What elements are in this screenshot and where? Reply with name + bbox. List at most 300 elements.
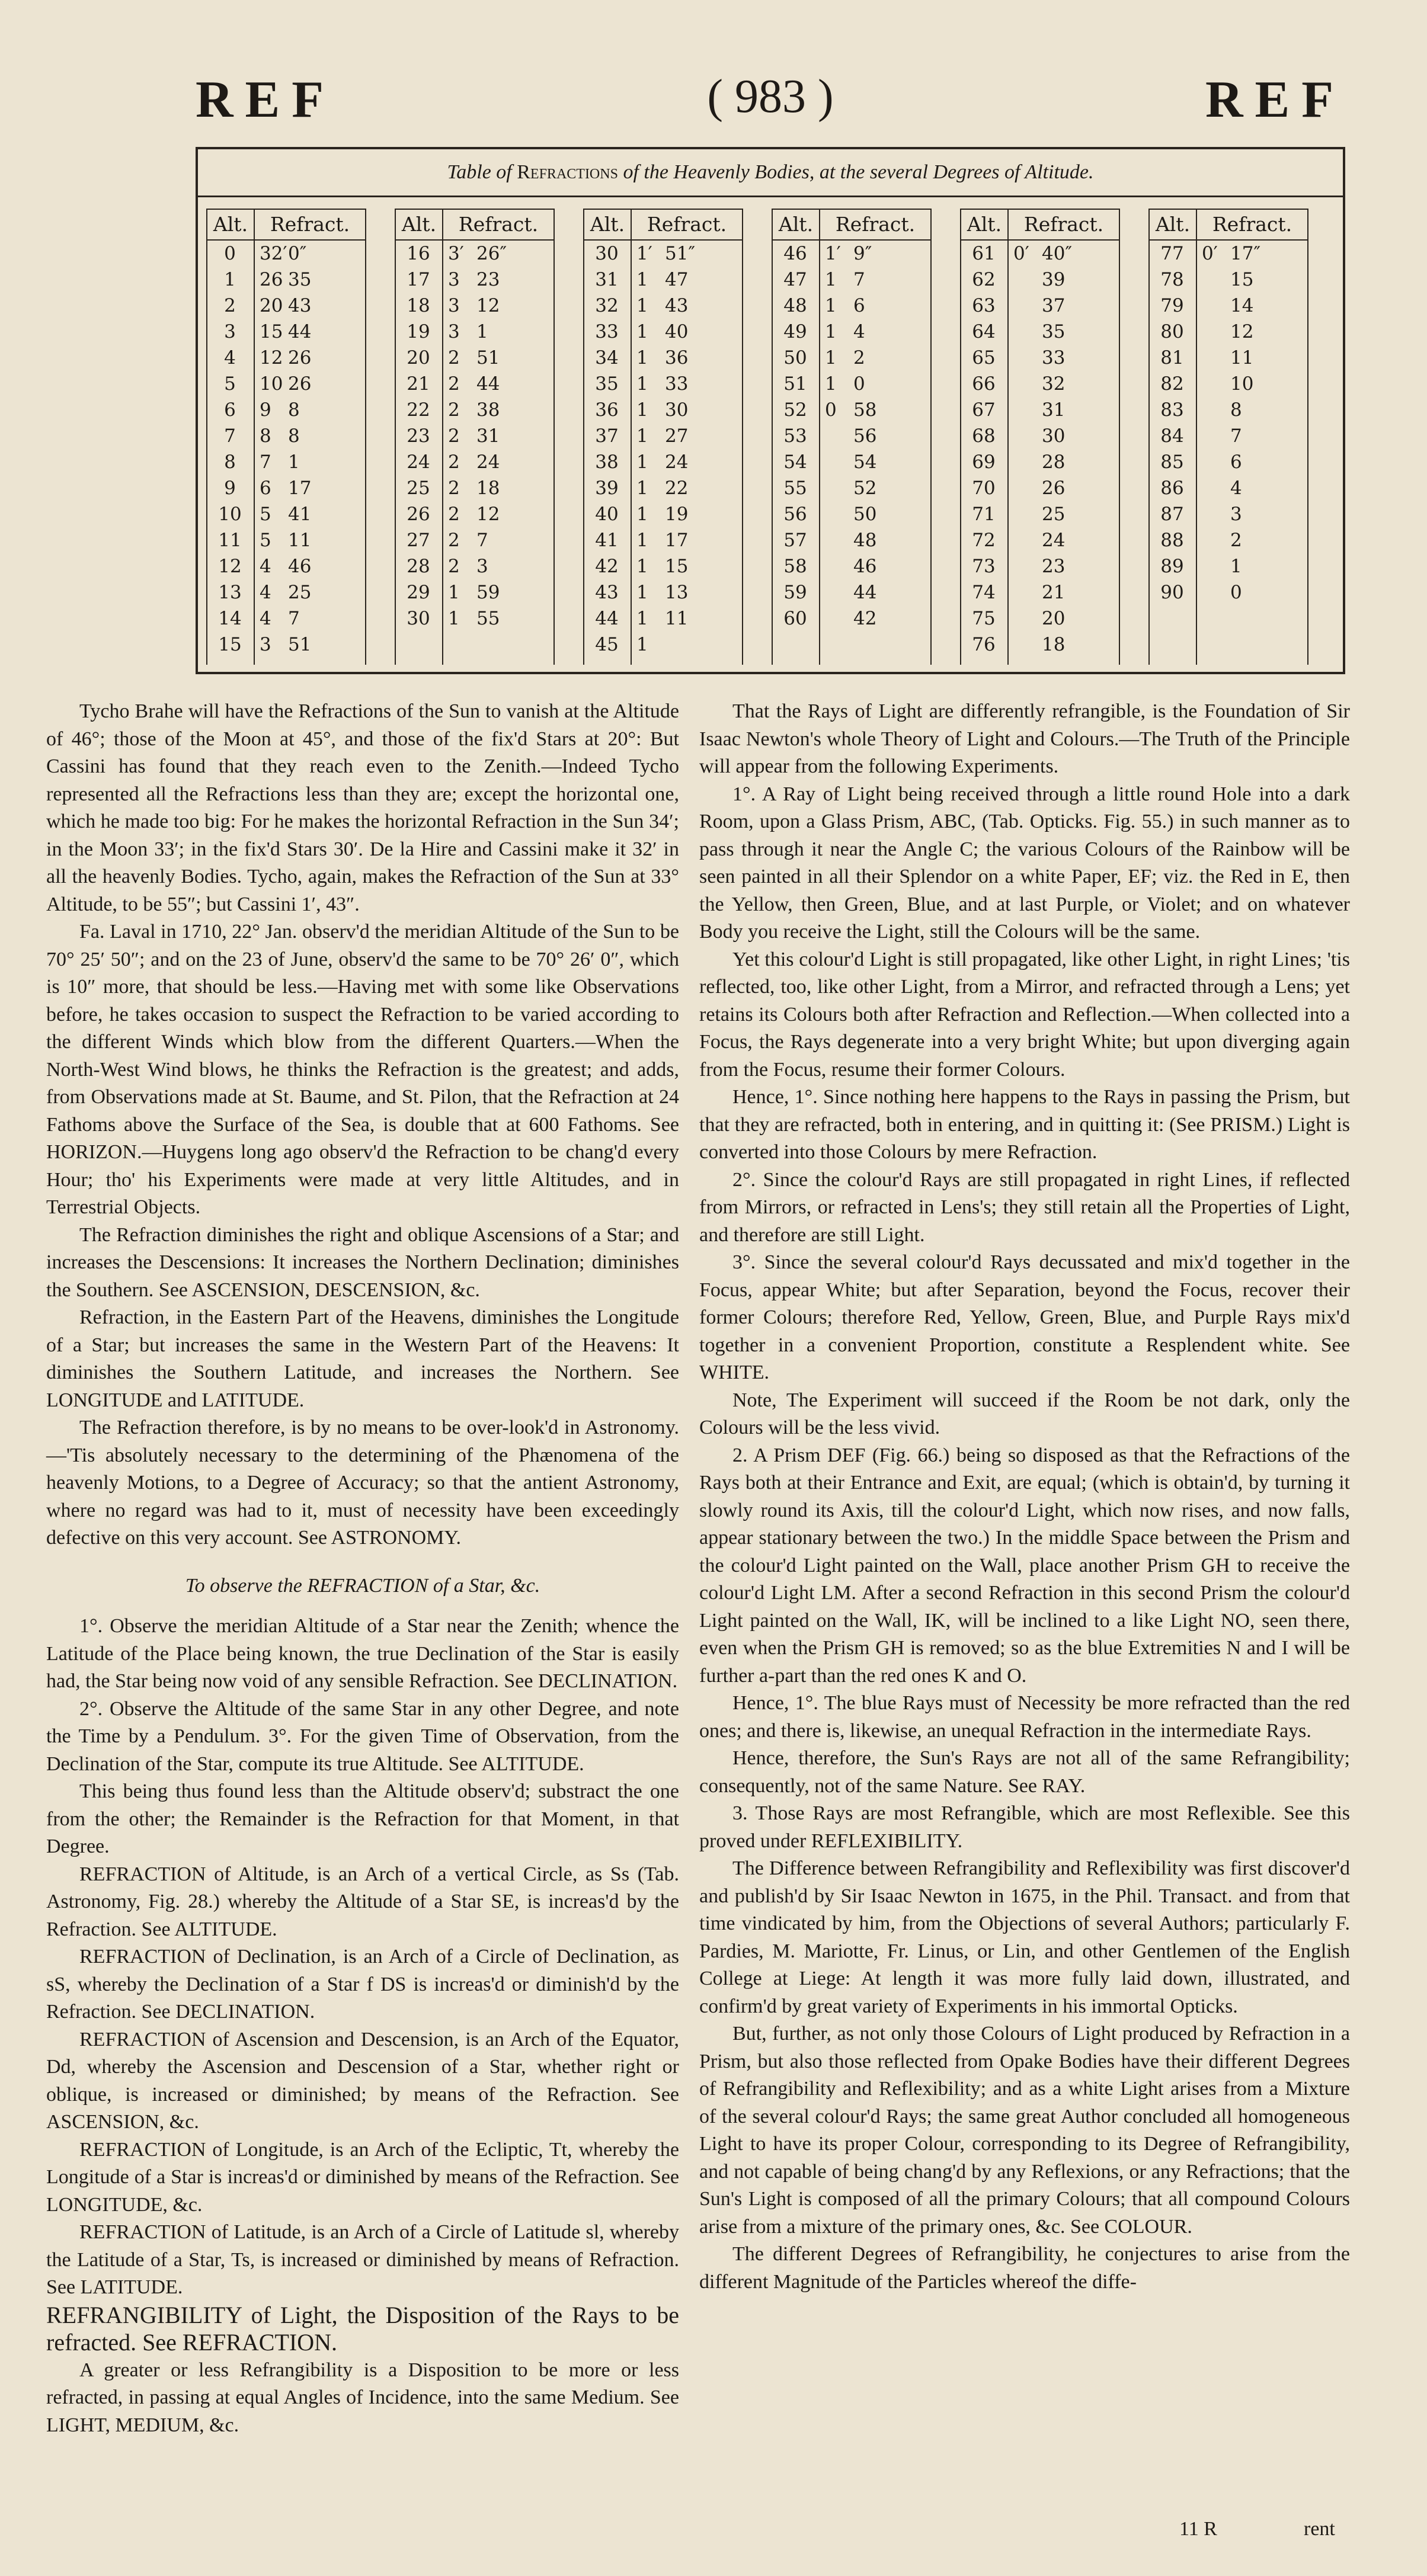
altitude-cell: 75	[972, 608, 996, 629]
paragraph: 3. Those Rays are most Refrangible, which are most Reflexible. See this proved under REFLEXIBILITY.	[699, 1802, 1350, 1852]
paragraph: REFRACTION of Longitude, is an Arch of the Ecliptic, Tt, whereby the Longitude of a Star is increas'd or diminished by means of the Refraction. See LONGITUDE, &c.	[46, 2138, 679, 2216]
degrees-cell: 3	[448, 269, 460, 290]
table-row	[395, 449, 555, 475]
table-row	[772, 371, 932, 397]
header-alt: Alt.	[583, 210, 632, 239]
minutes-cell: 41	[288, 504, 312, 525]
minutes-cell: 52	[853, 478, 877, 499]
table-row	[583, 267, 743, 293]
table-row	[206, 293, 366, 319]
altitude-cell: 5	[224, 373, 236, 395]
table-row	[206, 449, 366, 475]
minutes-cell: 26″	[476, 243, 507, 264]
paragraph: REFRACTION of Altitude, is an Arch of a vertical Circle, as Ss (Tab. Astronomy, Fig. 28.) whereby the Altitude of a Star SE, is increas'd by the Refraction. See ALTITUDE.	[46, 1863, 679, 1940]
table-row	[960, 501, 1120, 527]
table-row	[395, 501, 555, 527]
altitude-cell: 30	[595, 243, 619, 264]
altitude-cell: 90	[1160, 582, 1184, 603]
degrees-cell: 1	[636, 321, 648, 342]
table-row	[206, 632, 366, 658]
altitude-cell: 43	[595, 582, 619, 603]
paragraph: REFRACTION of Ascension and Descension, is an Arch of the Equator, Dd, whereby the Ascension and Descension of a Star, whether right or oblique, is increased or diminished; by means of the Refraction. See ASCENSION, &c.	[46, 2028, 679, 2133]
altitude-cell: 46	[783, 243, 807, 264]
degrees-cell: 20	[260, 295, 283, 316]
minutes-cell: 48	[853, 530, 877, 551]
degrees-cell: 1	[825, 347, 837, 369]
degrees-cell: 12	[260, 347, 283, 369]
altitude-cell: 11	[218, 530, 242, 551]
degrees-cell: 3	[448, 295, 460, 316]
minutes-cell: 11	[1230, 347, 1254, 369]
table-column-header	[583, 209, 743, 241]
altitude-cell: 48	[783, 295, 807, 316]
table-row	[206, 475, 366, 501]
altitude-cell: 14	[218, 608, 242, 629]
paragraph: Hence, therefore, the Sun's Rays are not all of the same Refrangibility; consequently, not of the same Nature. See RAY.	[699, 1747, 1350, 1797]
minutes-cell: 3	[1230, 504, 1242, 525]
altitude-cell: 36	[595, 399, 619, 421]
table-row	[1148, 501, 1308, 527]
degrees-cell: 1	[636, 451, 648, 473]
left-column	[46, 698, 679, 2439]
table-row	[1148, 579, 1308, 605]
paragraph: Tycho Brahe will have the Refractions of the Sun to vanish at the Altitude of 46°; those of the Moon at 45°, and those of the fix'd Stars at 20°: But Cassini has found that they reach even to the Zenith.—Indeed Tycho represented all the Refractions less than they are; except the horizontal one, which he made too big: For he makes the horizontal Refraction in the Sun 34′; in the Moon 33′; in the fix'd Stars 30′. De la Hire and Cassini make it 32′ in all the heavenly Bodies. Tycho, again, makes the Refraction of the Sun at 33° Altitude, to be 55″; but Cassini 1′, 43″.	[46, 700, 679, 915]
table-row	[960, 241, 1120, 267]
table-column-header	[1148, 209, 1308, 241]
table-column-group	[583, 209, 743, 671]
minutes-cell: 56	[853, 425, 877, 447]
minutes-cell: 7	[288, 608, 300, 629]
table-row	[395, 553, 555, 579]
table-column-group	[206, 209, 366, 671]
altitude-cell: 86	[1160, 478, 1184, 499]
degrees-cell: 1	[825, 269, 837, 290]
altitude-cell: 31	[595, 269, 619, 290]
altitude-cell: 54	[783, 451, 807, 473]
altitude-cell: 68	[972, 425, 996, 447]
minutes-cell: 6	[1230, 451, 1242, 473]
minutes-cell: 30	[1042, 425, 1066, 447]
degrees-cell: 2	[448, 478, 460, 499]
table-row	[395, 241, 555, 267]
table-title-suffix: of the Heavenly Bodies, at the several Degrees of Altitude.	[623, 161, 1094, 183]
degrees-cell: 1	[636, 269, 648, 290]
minutes-cell: 58	[853, 399, 877, 421]
table-row	[583, 371, 743, 397]
degrees-cell: 32′	[260, 243, 287, 264]
table-row	[395, 475, 555, 501]
table-row	[772, 319, 932, 345]
degrees-cell: 1	[636, 425, 648, 447]
minutes-cell: 20	[1042, 608, 1066, 629]
altitude-cell: 56	[783, 504, 807, 525]
table-row	[206, 579, 366, 605]
degrees-cell: 4	[260, 582, 271, 603]
degrees-cell: 2	[448, 530, 460, 551]
minutes-cell: 10	[1230, 373, 1254, 395]
degrees-cell: 3	[260, 634, 271, 655]
altitude-cell: 67	[972, 399, 996, 421]
altitude-cell: 32	[595, 295, 619, 316]
altitude-cell: 18	[407, 295, 430, 316]
minutes-cell: 21	[1042, 582, 1066, 603]
minutes-cell: 44	[853, 582, 877, 603]
minutes-cell: 15	[1230, 269, 1254, 290]
altitude-cell: 60	[783, 608, 807, 629]
minutes-cell: 36	[665, 347, 689, 369]
minutes-cell: 44	[288, 321, 312, 342]
minutes-cell: 54	[853, 451, 877, 473]
degrees-cell: 1	[825, 321, 837, 342]
table-row	[772, 553, 932, 579]
table-row	[1148, 423, 1308, 449]
altitude-cell: 4	[224, 347, 236, 369]
table-title-prefix: Table of	[447, 161, 512, 183]
table-row	[960, 267, 1120, 293]
minutes-cell: 26	[288, 347, 312, 369]
table-row	[395, 319, 555, 345]
running-header	[196, 70, 1345, 135]
header-alt: Alt.	[960, 210, 1009, 239]
degrees-cell: 1	[636, 478, 648, 499]
altitude-cell: 62	[972, 269, 996, 290]
paragraph: The different Degrees of Refrangibility, he conjectures to arise from the different Magnitude of the Particles whereof the diffe-	[699, 2243, 1350, 2293]
altitude-cell: 21	[407, 373, 430, 395]
degrees-cell: 5	[260, 530, 271, 551]
degrees-cell: 7	[260, 451, 271, 473]
degrees-cell: 1	[636, 608, 648, 629]
table-row	[960, 423, 1120, 449]
table-row	[1148, 345, 1308, 371]
minutes-cell: 44	[476, 373, 500, 395]
table-row	[395, 397, 555, 423]
minutes-cell: 38	[476, 399, 500, 421]
table-row	[772, 241, 932, 267]
minutes-cell: 50	[853, 504, 877, 525]
table-row	[206, 319, 366, 345]
header-refract: Refract.	[443, 210, 555, 239]
degrees-cell: 1	[825, 373, 837, 395]
table-row	[206, 423, 366, 449]
table-row	[206, 241, 366, 267]
altitude-cell: 40	[595, 504, 619, 525]
minutes-cell: 2	[1230, 530, 1242, 551]
altitude-cell: 33	[595, 321, 619, 342]
minutes-cell: 17	[665, 530, 689, 551]
altitude-cell: 27	[407, 530, 430, 551]
header-alt: Alt.	[772, 210, 820, 239]
altitude-cell: 37	[595, 425, 619, 447]
minutes-cell: 15	[665, 556, 689, 577]
degrees-cell: 0′	[1202, 243, 1218, 264]
minutes-cell: 13	[665, 582, 689, 603]
altitude-cell: 45	[595, 634, 619, 655]
catchword: rent	[1304, 2518, 1335, 2540]
minutes-cell: 43	[665, 295, 689, 316]
table-row	[395, 579, 555, 605]
altitude-cell: 3	[224, 321, 236, 342]
table-row	[1148, 553, 1308, 579]
table-row	[1148, 241, 1308, 267]
altitude-cell: 35	[595, 373, 619, 395]
minutes-cell: 43	[288, 295, 312, 316]
altitude-cell: 55	[783, 478, 807, 499]
table-row	[583, 501, 743, 527]
table-row	[772, 579, 932, 605]
altitude-cell: 44	[595, 608, 619, 629]
table-row	[395, 371, 555, 397]
signature-mark: 11 R	[1179, 2518, 1217, 2540]
minutes-cell: 7	[1230, 425, 1242, 447]
minutes-cell: 24	[665, 451, 689, 473]
minutes-cell: 59	[476, 582, 500, 603]
table-column-header	[960, 209, 1120, 241]
minutes-cell: 35	[288, 269, 312, 290]
table-column-header	[395, 209, 555, 241]
altitude-cell: 23	[407, 425, 430, 447]
altitude-cell: 42	[595, 556, 619, 577]
minutes-cell: 37	[1042, 295, 1066, 316]
table-row	[772, 423, 932, 449]
table-row	[772, 475, 932, 501]
paragraph: REFRACTION of Declination, is an Arch of a Circle of Declination, as sS, whereby the Declination of a Star f DS is increas'd or diminish'd by the Refraction. See DECLINATION.	[46, 1946, 679, 2023]
table-row	[1148, 449, 1308, 475]
degrees-cell: 6	[260, 478, 271, 499]
table-row	[772, 449, 932, 475]
minutes-cell: 8	[288, 425, 300, 447]
table-row	[583, 605, 743, 632]
degrees-cell: 1	[448, 582, 460, 603]
altitude-cell: 12	[218, 556, 242, 577]
table-row	[1148, 475, 1308, 501]
degrees-cell: 4	[260, 608, 271, 629]
altitude-cell: 65	[972, 347, 996, 369]
degrees-cell: 3	[448, 321, 460, 342]
degrees-cell: 2	[448, 451, 460, 473]
paragraph: That the Rays of Light are differently refrangible, is the Foundation of Sir Isaac Newton's whole Theory of Light and Colours.—The Truth of the Principle will appear from the following Experiments.	[699, 700, 1350, 777]
minutes-cell: 24	[1042, 530, 1066, 551]
minutes-cell: 6	[853, 295, 865, 316]
table-title	[198, 149, 1343, 197]
minutes-cell: 27	[665, 425, 689, 447]
minutes-cell: 23	[476, 269, 500, 290]
minutes-cell: 1	[476, 321, 488, 342]
table-row	[1148, 397, 1308, 423]
table-row	[1148, 319, 1308, 345]
altitude-cell: 87	[1160, 504, 1184, 525]
altitude-cell: 38	[595, 451, 619, 473]
paragraph: 2°. Since the colour'd Rays are still propagated in right Lines, if reflected from Mirrors, or refracted in Lens's; they still retain all the Properties of Light, and therefore are still Light.	[699, 1168, 1350, 1246]
minutes-cell: 18	[476, 478, 500, 499]
table-row	[960, 475, 1120, 501]
table-row	[772, 605, 932, 632]
minutes-cell: 31	[476, 425, 500, 447]
degrees-cell: 2	[448, 425, 460, 447]
table-row	[772, 501, 932, 527]
table-row	[960, 371, 1120, 397]
altitude-cell: 25	[407, 478, 430, 499]
table-row	[960, 553, 1120, 579]
table-row	[960, 527, 1120, 553]
minutes-cell: 12	[476, 504, 500, 525]
minutes-cell: 31	[1042, 399, 1066, 421]
minutes-cell: 17	[288, 478, 312, 499]
degrees-cell: 1	[636, 295, 648, 316]
table-row	[583, 397, 743, 423]
table-row	[583, 475, 743, 501]
altitude-cell: 84	[1160, 425, 1184, 447]
altitude-cell: 71	[972, 504, 996, 525]
minutes-cell: 51	[476, 347, 500, 369]
altitude-cell: 85	[1160, 451, 1184, 473]
altitude-cell: 53	[783, 425, 807, 447]
altitude-cell: 22	[407, 399, 430, 421]
altitude-cell: 13	[218, 582, 242, 603]
table-row	[206, 345, 366, 371]
minutes-cell: 8	[288, 399, 300, 421]
table-row	[1148, 267, 1308, 293]
table-row	[395, 293, 555, 319]
paragraph: Hence, 1°. The blue Rays must of Necessity be more refracted than the red ones; and there is, likewise, an unequal Refraction in the intermediate Rays.	[699, 1692, 1350, 1742]
header-refract: Refract.	[820, 210, 932, 239]
table-column-group	[960, 209, 1120, 671]
altitude-cell: 41	[595, 530, 619, 551]
refraction-table	[196, 147, 1345, 674]
minutes-cell: 4	[853, 321, 865, 342]
header-refract: Refract.	[255, 210, 366, 239]
minutes-cell: 24	[476, 451, 500, 473]
minutes-cell: 7	[476, 530, 488, 551]
table-column-group	[395, 209, 555, 671]
minutes-cell: 22	[665, 478, 689, 499]
minutes-cell: 3	[476, 556, 488, 577]
altitude-cell: 72	[972, 530, 996, 551]
table-row	[960, 397, 1120, 423]
table-row	[1148, 293, 1308, 319]
minutes-cell: 1	[1230, 556, 1242, 577]
minutes-cell: 9″	[853, 243, 872, 264]
minutes-cell: 11	[288, 530, 312, 551]
header-alt: Alt.	[206, 210, 255, 239]
table-row	[1148, 371, 1308, 397]
header-right-word: REF	[1205, 71, 1345, 129]
table-row	[960, 345, 1120, 371]
altitude-cell: 83	[1160, 399, 1184, 421]
minutes-cell: 0″	[288, 243, 307, 264]
paragraph: 2. A Prism DEF (Fig. 66.) being so disposed as that the Refractions of the Rays both at their Entrance and Exit, are equal; (which is obtain'd, by turning it slowly round its Axis, till the colour'd Light, which now rises, and now falls, appear stationary between the two.) In the middle Space between the Prism and the colour'd Light painted on the Wall, place another Prism GH to receive the colour'd Light LM. After a second Refraction in this second Prism the colour'd Light painted on the Wall, IK, will be inclined to a like Light NO, seen there, even when the Prism GH is removed; so as the blue Extremities N and I will be further a-part than the red ones K and O.	[699, 1444, 1350, 1687]
table-row	[206, 267, 366, 293]
table-row	[583, 241, 743, 267]
header-alt: Alt.	[1148, 210, 1197, 239]
minutes-cell: 47	[665, 269, 689, 290]
degrees-cell: 2	[448, 373, 460, 395]
paragraph: 1°. Observe the meridian Altitude of a Star near the Zenith; whence the Latitude of the Place being known, the true Declination of the Star is easily had, the Star being now void of any sensible Refraction. See DECLINATION.	[46, 1615, 679, 1692]
altitude-cell: 64	[972, 321, 996, 342]
table-row	[772, 267, 932, 293]
minutes-cell: 19	[665, 504, 689, 525]
degrees-cell: 8	[260, 425, 271, 447]
altitude-cell: 51	[783, 373, 807, 395]
altitude-cell: 61	[972, 243, 996, 264]
altitude-cell: 16	[407, 243, 430, 264]
paragraph: The Difference between Refrangibility and Reflexibility was first discover'd and publish'd by Sir Isaac Newton in 1675, in the Phil. Transact. and from that time vindicated by him, from the Objections of several Authors; particularly F. Pardies, M. Mariotte, Fr. Linus, or Lin, and other Gentlemen of the English College at Liege: At length it was more fully laid down, illustrated, and confirm'd by great variety of Experiments in his immortal Opticks.	[699, 1857, 1350, 2017]
table-title-keyword: Refractions	[517, 161, 618, 183]
minutes-cell: 12	[476, 295, 500, 316]
minutes-cell: 26	[288, 373, 312, 395]
degrees-cell: 9	[260, 399, 271, 421]
table-row	[206, 501, 366, 527]
altitude-cell: 6	[224, 399, 236, 421]
degrees-cell: 0	[825, 399, 837, 421]
section-heading: To observe the REFRACTION of a Star, &c.	[185, 1574, 540, 1597]
paragraph: Hence, 1°. Since nothing here happens to the Rays in passing the Prism, but that they are refracted, both in entering, and in quitting it: (See PRISM.) Light is converted into those Colours by mere Refraction.	[699, 1086, 1350, 1163]
degrees-cell: 1	[636, 399, 648, 421]
altitude-cell: 30	[407, 608, 430, 629]
altitude-cell: 79	[1160, 295, 1184, 316]
degrees-cell: 2	[448, 504, 460, 525]
degrees-cell: 15	[260, 321, 283, 342]
altitude-cell: 58	[783, 556, 807, 577]
altitude-cell: 34	[595, 347, 619, 369]
minutes-cell: 26	[1042, 478, 1066, 499]
altitude-cell: 70	[972, 478, 996, 499]
degrees-cell: 26	[260, 269, 283, 290]
altitude-cell: 69	[972, 451, 996, 473]
minutes-cell: 35	[1042, 321, 1066, 342]
minutes-cell: 0	[1230, 582, 1242, 603]
table-row	[772, 527, 932, 553]
altitude-cell: 8	[224, 451, 236, 473]
table-column-header	[772, 209, 932, 241]
degrees-cell: 5	[260, 504, 271, 525]
altitude-cell: 66	[972, 373, 996, 395]
altitude-cell: 24	[407, 451, 430, 473]
degrees-cell: 1	[636, 373, 648, 395]
degrees-cell: 1	[636, 634, 648, 655]
table-row	[960, 293, 1120, 319]
paragraph: The Refraction therefore, is by no means to be over-look'd in Astronomy.—'Tis absolutely necessary to the determining of the Phænomena of the heavenly Motions, to a Degree of Accuracy; so that the antient Astronomy, where no regard was had to it, must of necessity have been exceedingly defective on this very account. See ASTRONOMY.	[46, 1417, 679, 1549]
table-row	[395, 527, 555, 553]
paragraph: REFRACTION of Latitude, is an Arch of a Circle of Latitude sl, whereby the Latitude of a Star, Ts, is increased or diminished by means of Refraction. See LATITUDE.	[46, 2221, 679, 2298]
right-column	[699, 698, 1350, 2296]
degrees-cell: 1′	[825, 243, 841, 264]
degrees-cell: 1	[825, 295, 837, 316]
table-row	[772, 345, 932, 371]
table-row	[395, 345, 555, 371]
minutes-cell: 17″	[1230, 243, 1261, 264]
table-row	[1148, 527, 1308, 553]
table-row	[583, 293, 743, 319]
degrees-cell: 10	[260, 373, 283, 395]
degrees-cell: 1	[636, 504, 648, 525]
altitude-cell: 50	[783, 347, 807, 369]
minutes-cell: 46	[853, 556, 877, 577]
degrees-cell: 3′	[448, 243, 464, 264]
minutes-cell: 51	[288, 634, 312, 655]
altitude-cell: 17	[407, 269, 430, 290]
degrees-cell: 1	[636, 347, 648, 369]
altitude-cell: 29	[407, 582, 430, 603]
minutes-cell: 1	[288, 451, 300, 473]
altitude-cell: 20	[407, 347, 430, 369]
minutes-cell: 40″	[1042, 243, 1073, 264]
minutes-cell: 42	[853, 608, 877, 629]
table-row	[960, 579, 1120, 605]
paragraph: Yet this colour'd Light is still propagated, like other Light, in right Lines; 'tis reflected, too, like other Light, from a Mirror, and refracted through a Lens; yet retains its Colours both after Refraction and Reflection.—When collected into a Focus, the Rays degenerate into a very bright White; but upon diverging again from the Focus, resume their former Colours.	[699, 948, 1350, 1081]
altitude-cell: 26	[407, 504, 430, 525]
paragraph: This being thus found less than the Altitude observ'd; substract the one from the other; the Remainder is the Refraction for that Moment, in that Degree.	[46, 1780, 679, 1857]
paragraph: 3°. Since the several colour'd Rays decussated and mix'd together in the Focus, appear White; but after Separation, beyond the Focus, recover their former Colours; therefore Red, Yellow, Green, Blue, and Purple Rays mix'd together in a convenient Proportion, constitute a Resplendent white. See WHITE.	[699, 1251, 1350, 1383]
